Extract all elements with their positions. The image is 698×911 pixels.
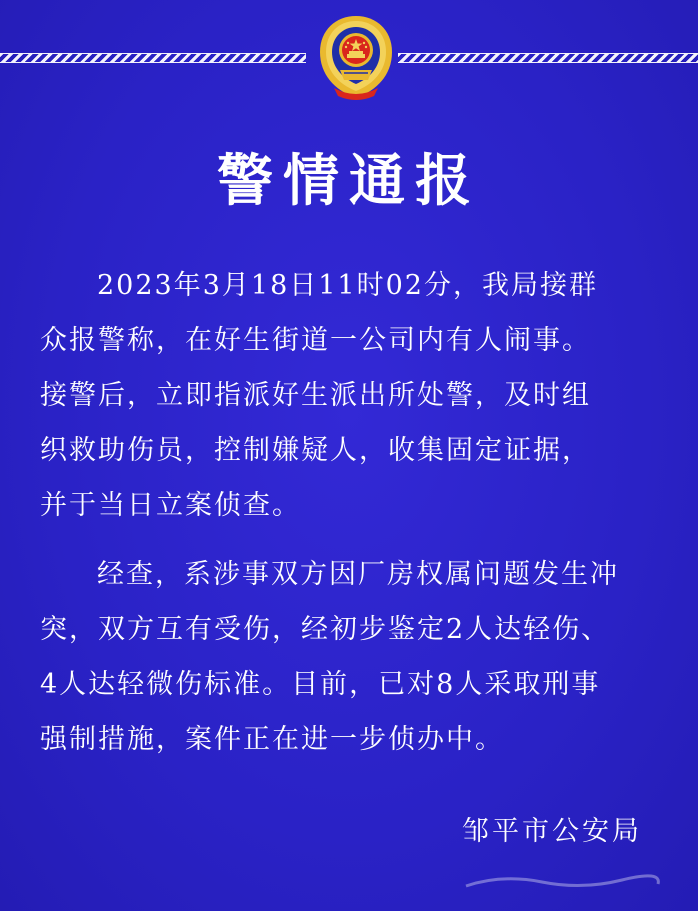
paragraph-line: 经查，系涉事双方因厂房权属问题发生冲 <box>97 559 619 590</box>
police-emblem-icon <box>314 10 398 104</box>
paragraph-line: 2023年3月18日11时02分，我局接群 <box>97 270 598 301</box>
paragraph-line: 突，双方互有受伤，经初步鉴定2人达轻伤、 <box>40 614 611 645</box>
page-title: 警情通报 <box>217 148 481 214</box>
paragraph-1 <box>40 258 670 533</box>
paragraph-line: 众报警称，在好生街道一公司内有人闹事。 <box>40 325 591 356</box>
left-decorative-rope <box>0 53 306 63</box>
right-decorative-rope <box>398 53 698 63</box>
paragraph-line: 强制措施，案件正在进一步侦办中。 <box>40 724 504 755</box>
paragraph-line: 4人达轻微伤标准。目前，已对8人采取刑事 <box>40 669 601 700</box>
issuer-signature: 邹平市公安局 <box>462 816 642 847</box>
paragraph-line: 并于当日立案侦查。 <box>40 490 301 521</box>
paragraph-line: 接警后，立即指派好生派出所处警，及时组 <box>40 380 591 411</box>
watermark-mark <box>462 868 662 894</box>
paragraph-line: 织救助伤员，控制嫌疑人，收集固定证据， <box>40 435 591 466</box>
paragraph-2 <box>40 547 670 767</box>
